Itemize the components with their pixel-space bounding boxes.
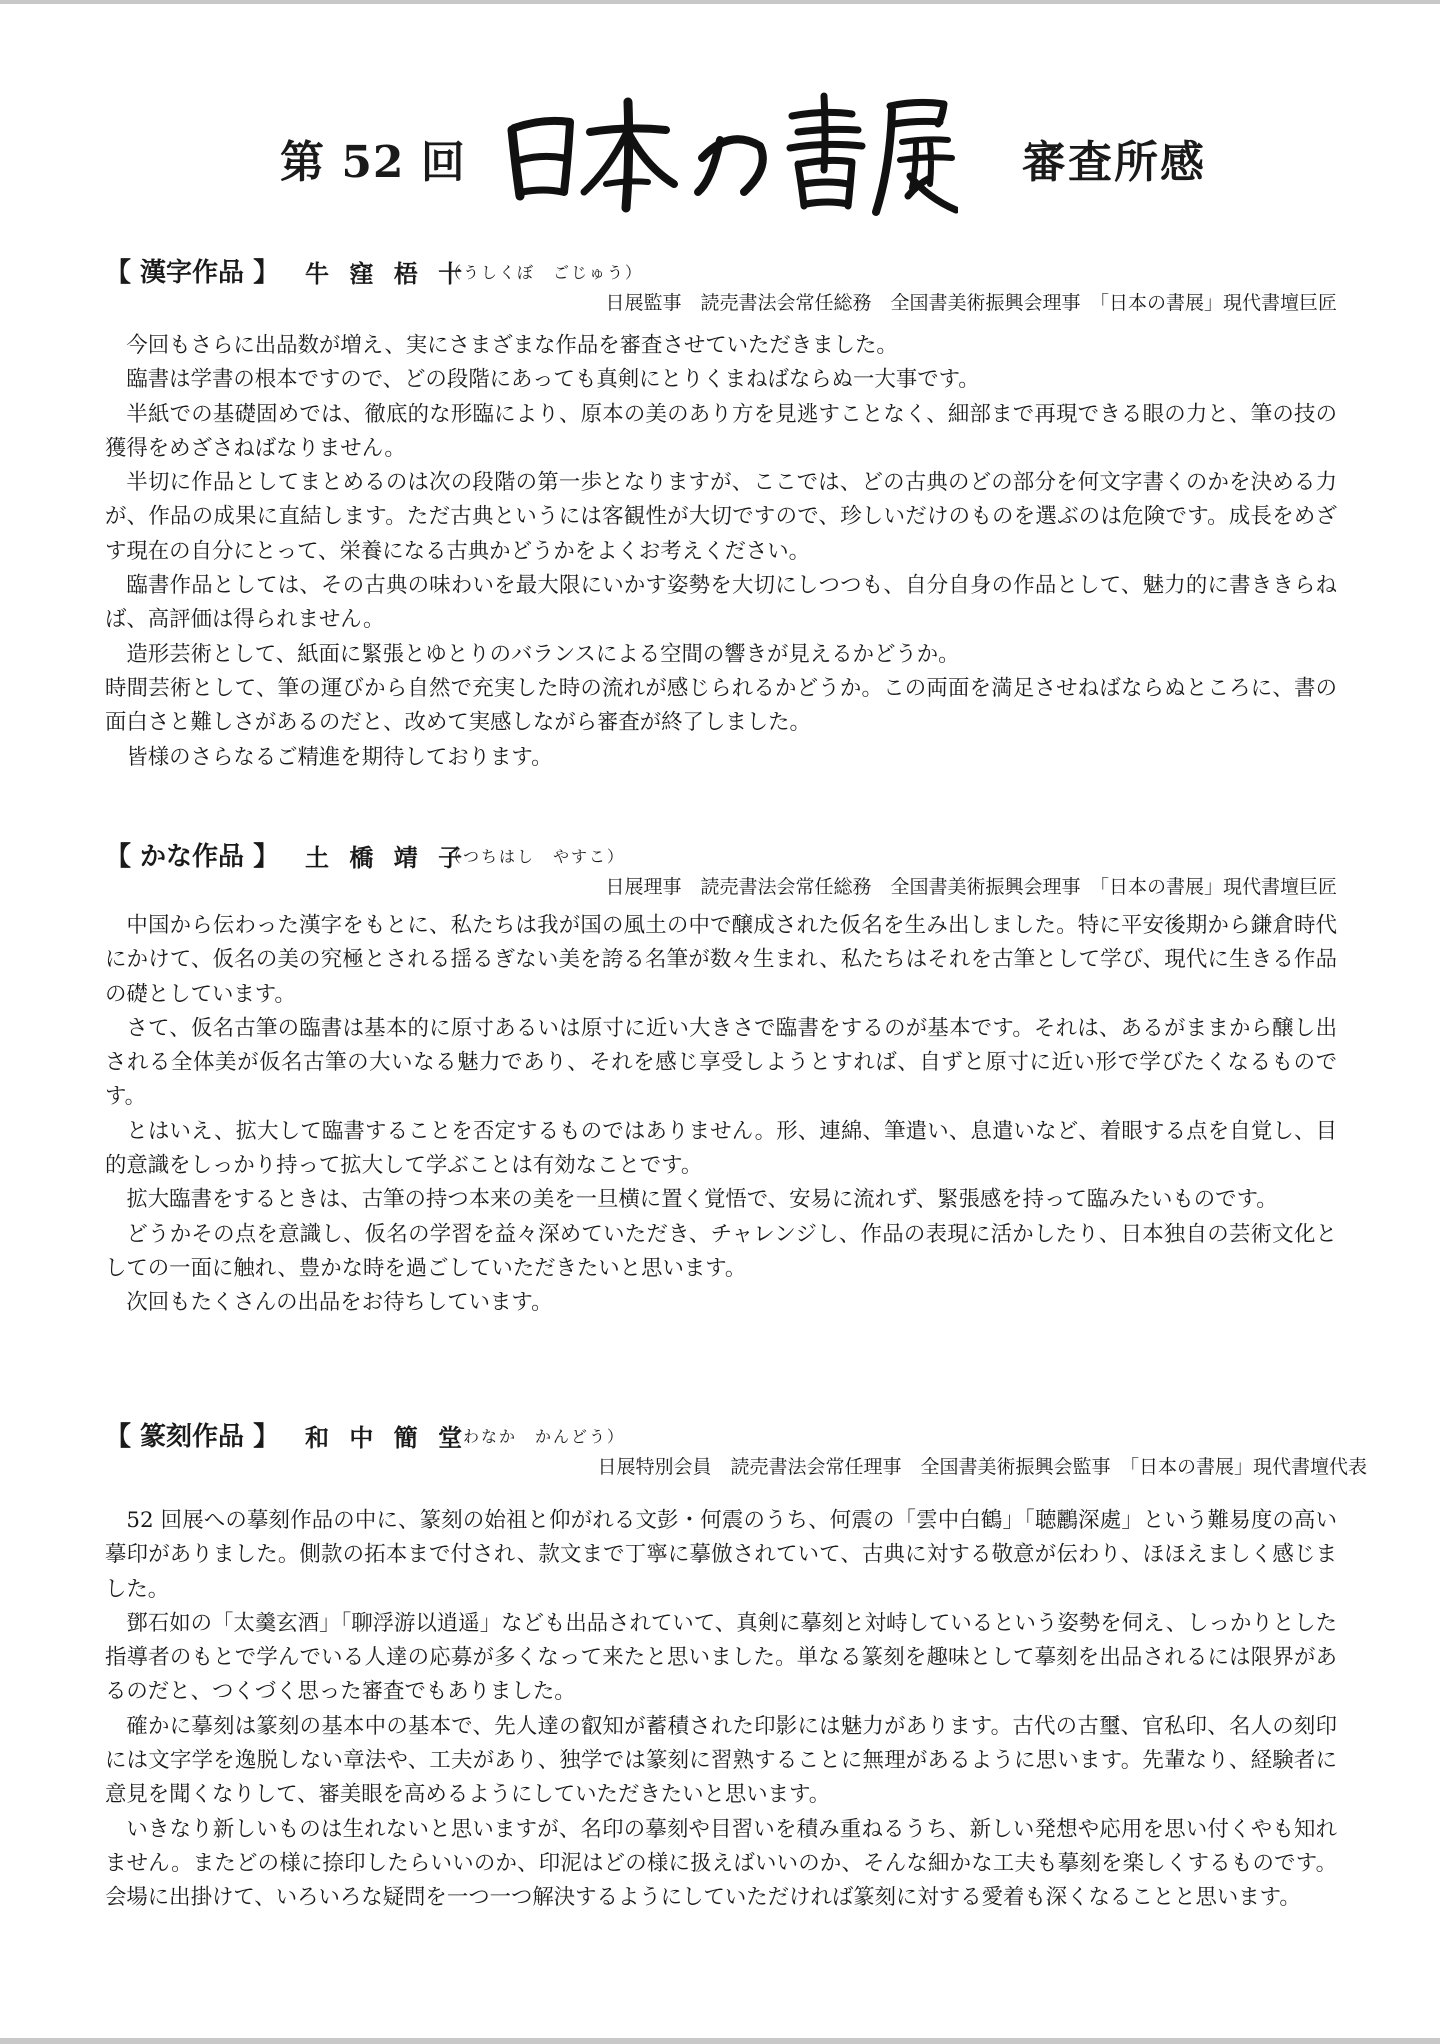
- paragraph: 鄧石如の「太羹玄酒」「聊浮游以逍遥」なども出品されていて、真剣に摹刻と対峙しているという姿勢を伺え、しっかりとした指導者のもとで学んでいる人達の応募が多くなって来たと思いました。単なる篆刻を趣味として摹刻を出品されるには限界があるのだと、つくづく思った審査でもありました。: [105, 1610, 1337, 1705]
- judge-name: 和 中 簡 堂: [305, 1423, 469, 1452]
- paragraph: 次回もたくさんの出品をお待ちしています。: [126, 1290, 553, 1316]
- judge-titles: 日展監事 読売書法会常任総務 全国書美術振興会理事 「日本の書展」現代書壇巨匠: [605, 292, 1337, 314]
- exhibition-logo: [498, 88, 958, 218]
- paragraph: 52 回展への摹刻作品の中に、篆刻の始祖と仰がれる文彭・何震のうち、何震の「雲中白鶴」「聴鸝深處」という難易度の高い摹印がありました。側款の拓本まで付され、款文まで丁寧に摹倣されていて、古典に対する敬意が伝わり、ほほえましく感じました。: [105, 1508, 1337, 1602]
- section-category: 【 かな作品 】: [105, 842, 280, 872]
- judge-titles: 日展理事 読売書法会常任総務 全国書美術振興会理事 「日本の書展」現代書壇巨匠: [605, 876, 1337, 898]
- section-kanji: [105, 252, 1337, 770]
- section-body: [105, 329, 1337, 775]
- paragraph: 中国から伝わった漢字をもとに、私たちは我が国の風土の中で醸成された仮名を生み出しました。特に平安後期から鎌倉時代にかけて、仮名の美の究極とされる揺るぎない美を誇る名筆が数々生まれ、私たちはそれを古筆として学び、現代に生きる作品の礎としています。: [105, 913, 1337, 1007]
- paragraph: 確かに摹刻は篆刻の基本中の基本で、先人達の叡知が蓄積された印影には魅力があります。古代の古璽、官私印、名人の刻印には文字学を逸脱しない章法や、工夫があり、独学では篆刻に習熟することに無理があるように思います。先輩なり、経験者に意見を聞くなりして、審美眼を高めるようにしていただきたいと思います。: [105, 1713, 1337, 1808]
- section-heading: [105, 836, 1337, 872]
- paragraph: さて、仮名古筆の臨書は基本的に原寸あるいは原寸に近い大きさで臨書をするのが基本です。それは、あるがままから醸し出される全体美が仮名古筆の大いなる魅力であり、それを感じ享受しようとすれば、自ずと原寸に近い形で学びたくなるものです。: [105, 1015, 1337, 1110]
- calligraphy-logo-image: [498, 88, 958, 218]
- section-category: 【 篆刻作品 】: [105, 1422, 280, 1452]
- paragraph: 半紙での基礎固めでは、徹底的な形臨により、原本の美のあり方を見逃すことなく、細部まで再現できる眼の力と、筆の技の獲得をめざさねばなりません。: [105, 401, 1337, 461]
- paragraph: 時間芸術として、筆の運びから自然で充実した時の流れが感じられるかどうか。この両面を満足させねばならぬところに、書の面白さと難しさがあるのだと、改めて実感しながら審査が終了しました。: [105, 675, 1337, 736]
- judge-name: 牛 窪 梧 十: [305, 259, 469, 288]
- page-subtitle: 審査所感: [1022, 137, 1206, 188]
- judge-name-reading: （つちはし やすこ）: [445, 847, 626, 866]
- paragraph: 臨書作品としては、その古典の味わいを最大限にいかす姿勢を大切にしつつも、自分自身の作品として、魅力的に書ききらねば、高評価は得られません。: [105, 573, 1337, 633]
- judge-name-reading: （うしくぼ ごじゅう）: [445, 263, 644, 282]
- paragraph: いきなり新しいものは生れないと思いますが、名印の摹刻や目習いを積み重ねるうち、新しい発想や応用を思い付くやも知れません。またどの様に捺印したらいいのか、印泥はどの様に扱えばいいのか、そんな細かな工夫も摹刻を楽しくするものです。会場に出掛けて、いろいろな疑問を一つ一つ解決するようにしていただければ篆刻に対する愛着も深くなることと思います。: [105, 1816, 1337, 1911]
- section-kana: [105, 836, 1337, 1316]
- paragraph: どうかその点を意識し、仮名の学習を益々深めていただき、チャレンジし、作品の表現に活かしたり、日本独自の芸術文化としての一面に触れ、豊かな時を過ごしていただきたいと思います。: [105, 1221, 1337, 1281]
- paragraph: 半切に作品としてまとめるのは次の段階の第一歩となりますが、ここでは、どの古典のどの部分を何文字書くのかを決める力が、作品の成果に直結します。ただ古典というには客観性が大切ですので、珍しいだけのものを選ぶのは危険です。成長をめざす現在の自分にとって、栄養になる古典かどうかをよくお考えください。: [105, 470, 1337, 564]
- paragraph: とはいえ、拡大して臨書することを否定するものではありません。形、連綿、筆遣い、息遣いなど、着眼する点を自覚し、目的意識をしっかり持って拡大して学ぶことは有効なことです。: [105, 1118, 1337, 1179]
- section-heading: [105, 1416, 1337, 1452]
- paragraph: 拡大臨書をするときは、古筆の持つ本来の美を一旦横に置く覚悟で、安易に流れず、緊張感を持って臨みたいものです。: [126, 1187, 1278, 1213]
- top-border: [0, 0, 1440, 4]
- paragraph: 今回もさらに出品数が増え、実にさまざまな作品を審査させていただきました。: [126, 333, 898, 358]
- section-heading: [105, 252, 1337, 288]
- paragraph: 皆様のさらなるご精進を期待しております。: [126, 744, 553, 770]
- paragraph: 造形芸術として、紙面に緊張とゆとりのバランスによる空間の響きが見えるかどうか。: [126, 641, 960, 667]
- judge-titles: 日展特別会員 読売書法会常任理事 全国書美術振興会監事 「日本の書展」現代書壇代表: [597, 1456, 1367, 1478]
- section-tenkoku: [105, 1416, 1367, 1911]
- bottom-border: [0, 2038, 1440, 2044]
- section-body: [105, 1504, 1337, 1916]
- exhibition-number: 第 52 回: [280, 137, 466, 188]
- section-body: [105, 909, 1337, 1321]
- judge-name-reading: （わなか かんどう）: [445, 1427, 626, 1446]
- section-category: 【 漢字作品 】: [105, 258, 280, 288]
- judge-name: 土 橋 靖 子: [305, 843, 469, 872]
- page-header: [0, 88, 1440, 218]
- paragraph: 臨書は学書の根本ですので、どの段階にあっても真剣にとりくまねばならぬ一大事です。: [126, 367, 980, 393]
